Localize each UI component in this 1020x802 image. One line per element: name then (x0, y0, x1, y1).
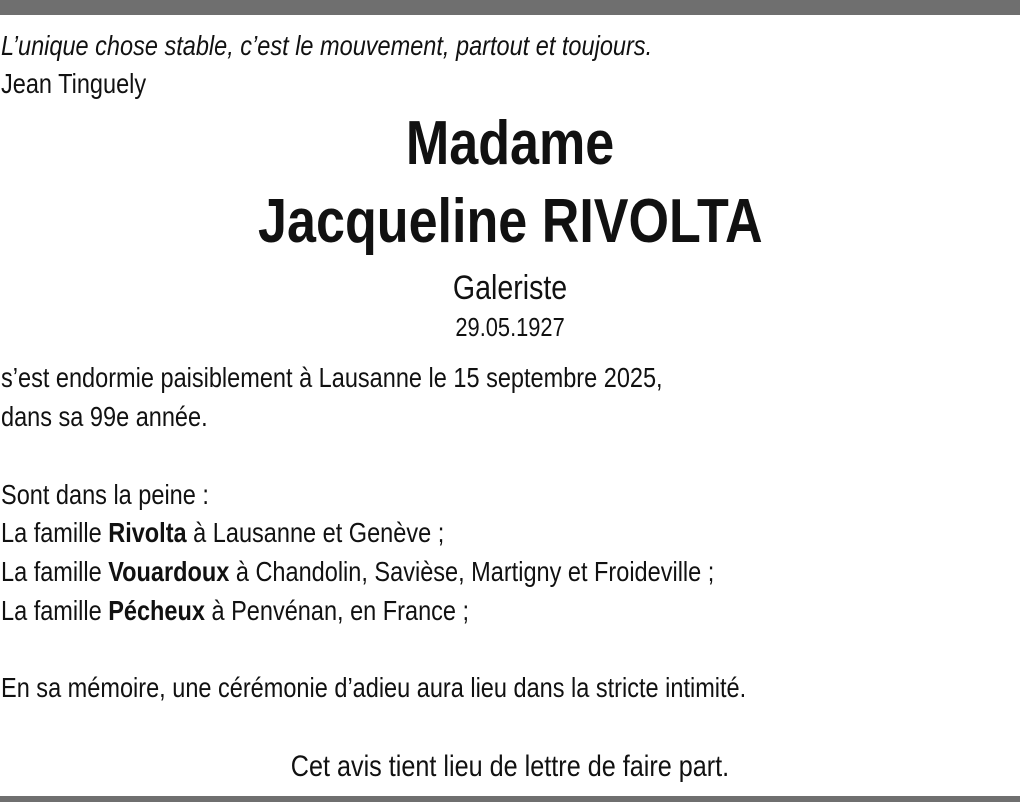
family-line-pecheux (1, 595, 469, 627)
bottom-border-bar (0, 796, 1020, 802)
quote-text: L’unique chose stable, c’est le mouvement, partout et toujours. (1, 30, 653, 61)
family-line-vouardoux (1, 556, 714, 588)
family-line-rivolta (1, 517, 444, 549)
deceased-name: Jacqueline RIVOLTA (257, 187, 763, 256)
mourners-intro: Sont dans la peine : (1, 479, 209, 510)
family-name: Rivolta (108, 517, 187, 548)
announcement-line-2: dans sa 99e année. (1, 401, 208, 432)
memory-notice: En sa mémoire, une cérémonie d’adieu aura lieu dans la stricte intimité. (1, 672, 747, 703)
family-location: à Lausanne et Genève ; (186, 517, 445, 548)
quote-author: Jean Tinguely (1, 68, 147, 99)
family-name: Vouardoux (108, 556, 230, 587)
family-prefix: La famille (1, 556, 109, 587)
deceased-title: Madame (405, 109, 615, 178)
top-border-bar (0, 0, 1020, 15)
announcement-line-1: s’est endormie paisiblement à Lausanne le 15 septembre 2025, (1, 362, 663, 393)
closing-notice: Cet avis tient lieu de lettre de faire part. (290, 750, 730, 783)
deceased-profession: Galeriste (452, 269, 568, 307)
family-location: à Chandolin, Savièse, Martigny et Froideville ; (229, 556, 715, 587)
family-name: Pécheux (108, 595, 205, 626)
family-prefix: La famille (1, 517, 109, 548)
family-prefix: La famille (1, 595, 109, 626)
deceased-birth-date: 29.05.1927 (455, 312, 565, 342)
family-location: à Penvénan, en France ; (204, 595, 470, 626)
